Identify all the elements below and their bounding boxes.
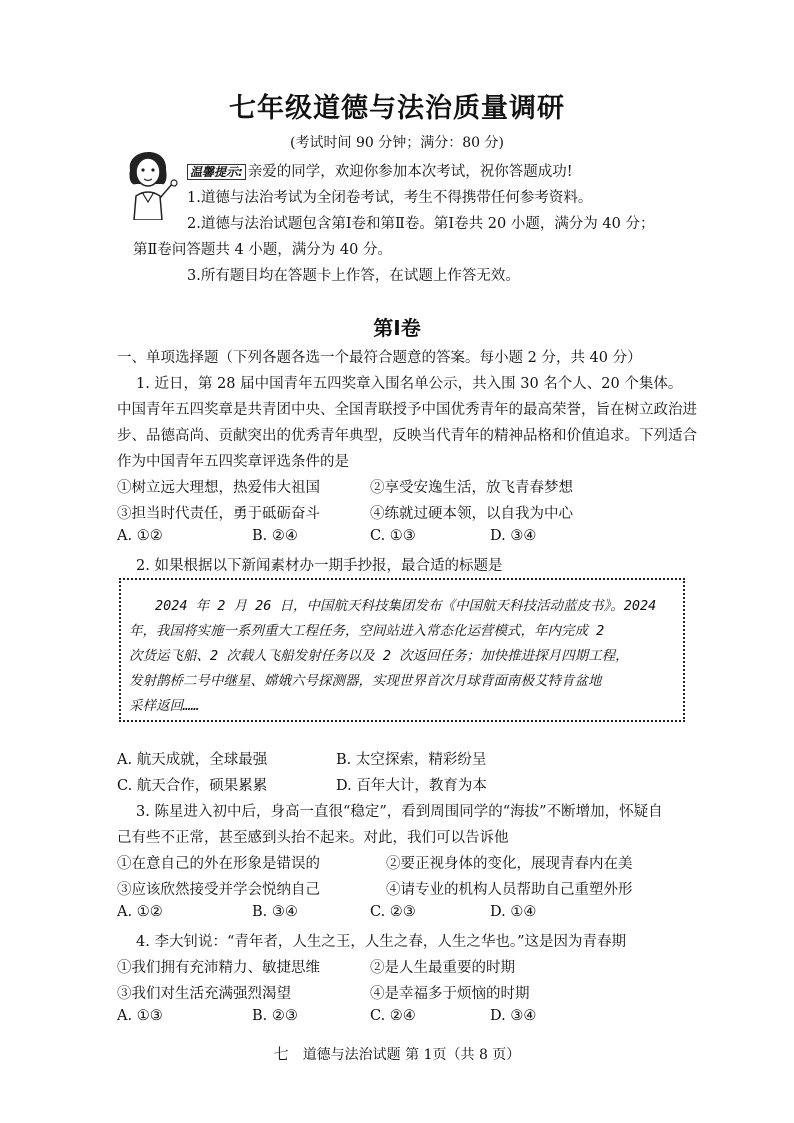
q4-choice-b: B. ②③ — [252, 1008, 298, 1024]
q1-stem-line-2: 中国青年五四奖章是共青团中央、全国青联授予中国优秀青年的最高荣誉，旨在树立政治进 — [117, 402, 697, 418]
q1-choice-a: A. ①② — [117, 528, 163, 544]
q4-stem: 4. 李大钊说：“青年者，人生之王，人生之春，人生之华也。”这是因为青春期 — [136, 934, 627, 950]
q4-option-3: ③我们对生活充满强烈渴望 — [117, 986, 291, 1002]
footer-page-info: 道德与法治试题 第 1页（共 8 页） — [302, 1047, 521, 1063]
tips-item-1: 1.道德与法治考试为全闭卷考试，考生不得携带任何参考资料。 — [187, 190, 593, 206]
q3-choice-b: B. ③④ — [252, 904, 298, 920]
q4-option-2: ②是人生最重要的时期 — [370, 960, 515, 976]
q4-choice-a: A. ①③ — [117, 1008, 163, 1024]
q2-material-box — [119, 578, 685, 722]
tips-label: 温馨提示: — [187, 164, 246, 180]
q1-choice-c: C. ①③ — [370, 528, 416, 544]
tips-greeting — [187, 160, 573, 181]
exam-subtitle: (考试时间 90 分钟；满分：80 分) — [290, 135, 504, 151]
exam-title: 七年级道德与法治质量调研 — [229, 93, 565, 124]
q3-stem-line-2: 己有些不正常，甚至感到头抬不起来。对此，我们可以告诉他 — [117, 830, 509, 846]
q3-choice-c: C. ②③ — [370, 904, 416, 920]
tips-item-2-line-1: 2.道德与法治试题包含第Ⅰ卷和第Ⅱ卷。第Ⅰ卷共 20 小题，满分为 40 分； — [187, 216, 655, 232]
q2-material-line-3: 次货运飞船、2 次载人飞船发射任务以及 2 次返回任务；加快推进探月四期工程， — [129, 648, 629, 664]
page-footer — [0, 1043, 794, 1064]
q2-choice-d: D. 百年大计，教育为本 — [336, 778, 487, 794]
tips-item-3: 3.所有题目均在答题卡上作答，在试题上作答无效。 — [187, 268, 520, 284]
q1-option-3: ③担当时代责任，勇于砥砺奋斗 — [117, 506, 320, 522]
section-title: 第Ⅰ卷 — [373, 316, 421, 340]
q1-stem-line-1: 1. 近日，第 28 届中国青年五四奖章入围名单公示，共入围 30 名个人、20 个集体。 — [136, 376, 683, 392]
q1-stem-line-4: 作为中国青年五四奖章评选条件的是 — [117, 454, 349, 470]
q4-choice-c: C. ②④ — [370, 1008, 416, 1024]
q2-choice-b: B. 太空探索，精彩纷呈 — [336, 752, 487, 768]
q2-material-line-1: 2024 年 2 月 26 日，中国航天科技集团发布《中国航天科技活动蓝皮书》。2024 — [155, 598, 657, 614]
teacher-illustration — [118, 140, 180, 220]
q4-option-4: ④是幸福多于烦恼的时期 — [370, 986, 530, 1002]
q3-choice-d: D. ①④ — [490, 904, 537, 920]
q3-stem-line-1: 3. 陈星进入初中后，身高一直很“稳定”，看到周围同学的“海拔”不断增加，怀疑自 — [136, 804, 663, 820]
q2-material-line-2: 年，我国将实施一系列重大工程任务，空间站进入常态化运营模式，年内完成 2 — [129, 623, 605, 639]
q1-option-2: ②享受安逸生活，放飞青春梦想 — [370, 480, 573, 496]
q1-option-4: ④练就过硬本领，以自我为中心 — [370, 506, 573, 522]
q4-choice-d: D. ③④ — [490, 1008, 537, 1024]
q1-stem-line-3: 步、品德高尚、贡献突出的优秀青年典型，反映当代青年的精神品格和价值追求。下列适合 — [117, 428, 697, 444]
q2-choice-a: A. 航天成就，全球最强 — [117, 752, 268, 768]
q3-option-4: ④请专业的机构人员帮助自己重塑外形 — [386, 882, 633, 898]
q3-option-3: ③应该欣然接受并学会悦纳自己 — [117, 882, 320, 898]
q2-stem: 2. 如果根据以下新闻素材办一期手抄报，最合适的标题是 — [136, 558, 503, 574]
footer-grade-mark: 七 — [273, 1045, 289, 1063]
q3-option-2: ②要正视身体的变化，展现青春内在美 — [386, 856, 633, 872]
q1-choice-b: B. ②④ — [252, 528, 298, 544]
q3-option-1: ①在意自己的外在形象是错误的 — [117, 856, 320, 872]
q2-material-line-5: 采样返回…… — [129, 698, 200, 714]
tips-greeting-text: 亲爱的同学，欢迎你参加本次考试，祝你答题成功! — [247, 164, 573, 180]
q4-option-1: ①我们拥有充沛精力、敏捷思维 — [117, 960, 320, 976]
q1-option-1: ①树立远大理想，热爱伟大祖国 — [117, 480, 320, 496]
tips-item-2-line-2: 第Ⅱ卷问答题共 4 小题，满分为 40 分。 — [133, 242, 392, 258]
q2-material-line-4: 发射鹊桥二号中继星、嫦娥六号探测器，实现世界首次月球背面南极艾特肯盆地 — [129, 673, 602, 689]
q1-choice-d: D. ③④ — [490, 528, 537, 544]
q3-choice-a: A. ①② — [117, 904, 163, 920]
q2-choice-c: C. 航天合作，硕果累累 — [117, 778, 268, 794]
section-instruction: 一、单项选择题（下列各题各选一个最符合题意的答案。每小题 2 分，共 40 分） — [117, 350, 642, 366]
